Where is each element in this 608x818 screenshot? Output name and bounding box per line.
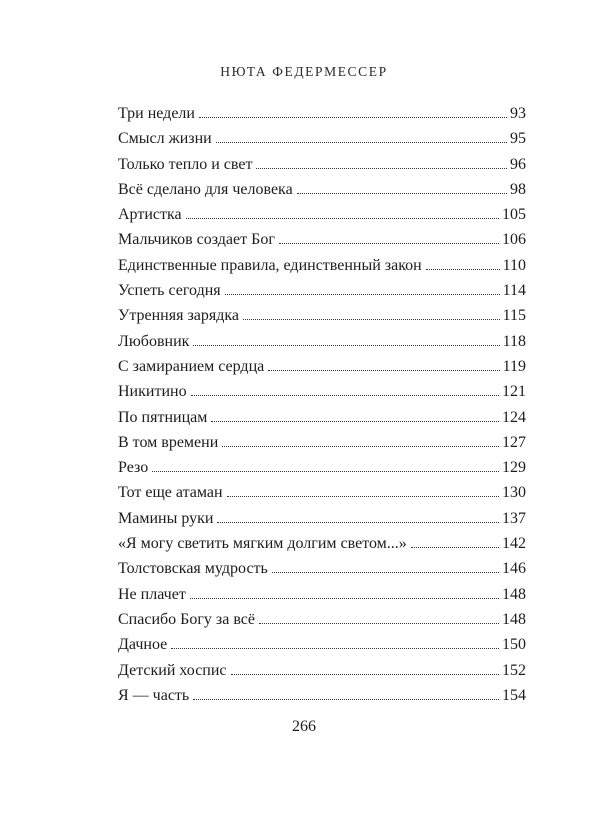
toc-entry-page: 95	[510, 130, 526, 148]
toc-entry-page: 105	[502, 206, 526, 224]
toc-entry	[118, 683, 526, 708]
dot-leader	[191, 395, 499, 396]
toc-entry-page: 130	[502, 484, 526, 502]
toc-entry	[118, 480, 526, 505]
toc-entry-title: Три недели	[118, 105, 195, 122]
toc-entry	[118, 506, 526, 531]
toc-entry	[118, 379, 526, 404]
toc-entry-page: 115	[502, 307, 526, 325]
dot-leader	[243, 319, 500, 320]
toc-entry-page: 121	[502, 383, 526, 401]
toc-entry-title: Любовник	[118, 332, 190, 350]
table-of-contents	[118, 101, 526, 708]
dot-leader	[222, 446, 499, 447]
toc-entry	[118, 405, 526, 430]
dot-leader	[272, 572, 499, 573]
dot-leader	[186, 218, 499, 219]
toc-entry-title: Толстовская мудрость	[118, 560, 268, 578]
dot-leader	[193, 699, 499, 700]
dot-leader	[171, 648, 499, 649]
toc-entry-title: Детский хоспис	[118, 661, 227, 679]
toc-entry	[118, 329, 526, 354]
running-head-author: НЮТА ФЕДЕРМЕССЕР	[220, 64, 388, 79]
toc-entry-page: 148	[502, 585, 526, 603]
toc-entry	[118, 607, 526, 632]
toc-entry-page: 148	[502, 610, 526, 628]
toc-entry-page: 154	[502, 686, 526, 704]
toc-entry-page: 110	[502, 256, 526, 274]
toc-entry-page: 96	[510, 155, 526, 173]
dot-leader	[297, 193, 507, 194]
toc-entry-page: 93	[510, 105, 526, 122]
toc-entry-page: 142	[502, 535, 526, 553]
dot-leader	[227, 496, 499, 497]
toc-entry	[118, 303, 526, 328]
toc-entry-page: 114	[502, 282, 526, 300]
toc-entry-page: 119	[502, 357, 526, 375]
toc-entry-title: В том времени	[118, 433, 219, 451]
toc-entry-title: Никитино	[118, 383, 187, 401]
toc-entry-page: 118	[502, 332, 526, 350]
toc-entry	[118, 101, 526, 126]
toc-entry	[118, 227, 526, 252]
toc-entry	[118, 531, 526, 556]
dot-leader	[259, 623, 499, 624]
dot-leader	[211, 421, 499, 422]
toc-entry-title: С замиранием сердца	[118, 357, 265, 375]
toc-entry-page: 146	[502, 560, 526, 578]
dot-leader	[216, 142, 507, 143]
dot-leader	[225, 294, 500, 295]
toc-entry-title: «Я могу светить мягким долгим светом...»	[118, 535, 407, 553]
dot-leader	[199, 117, 507, 118]
toc-entry-title: Тот еще атаман	[118, 484, 223, 502]
toc-entry	[118, 632, 526, 657]
dot-leader	[426, 269, 500, 270]
toc-entry	[118, 278, 526, 303]
dot-leader	[411, 547, 499, 548]
toc-entry	[118, 556, 526, 581]
toc-entry-title: Резо	[118, 459, 149, 477]
toc-entry	[118, 455, 526, 480]
toc-entry-title: Спасибо Богу за всё	[118, 610, 255, 628]
dot-leader	[231, 674, 499, 675]
toc-entry-title: Артистка	[118, 206, 182, 224]
page-number: 266	[292, 718, 316, 735]
toc-entry	[118, 202, 526, 227]
toc-entry	[118, 354, 526, 379]
toc-entry	[118, 430, 526, 455]
toc-entry-title: По пятницам	[118, 408, 208, 426]
toc-entry	[118, 177, 526, 202]
dot-leader	[217, 522, 499, 523]
dot-leader	[279, 243, 499, 244]
toc-entry-title: Мамины руки	[118, 509, 214, 527]
toc-entry-title: Всё сделано для человека	[118, 180, 293, 198]
toc-entry-page: 127	[502, 433, 526, 451]
toc-entry	[118, 658, 526, 683]
dot-leader	[190, 598, 499, 599]
dot-leader	[193, 345, 499, 346]
toc-entry-page: 124	[502, 408, 526, 426]
toc-entry-page: 150	[502, 636, 526, 654]
toc-entry-title: Успеть сегодня	[118, 282, 221, 300]
dot-leader	[152, 471, 499, 472]
toc-entry-title: Дачное	[118, 636, 168, 654]
toc-entry-title: Не плачет	[118, 585, 186, 603]
toc-entry-page: 98	[510, 180, 526, 198]
toc-entry	[118, 152, 526, 177]
toc-entry-title: Смысл жизни	[118, 130, 212, 148]
toc-entry-title: Единственные правила, единственный закон	[118, 256, 422, 274]
toc-entry-page: 152	[502, 661, 526, 679]
toc-entry	[118, 126, 526, 151]
dot-leader	[256, 168, 507, 169]
toc-entry-title: Мальчиков создает Бог	[118, 231, 275, 249]
toc-entry-page: 137	[502, 509, 526, 527]
toc-entry-page: 129	[502, 459, 526, 477]
toc-entry-page: 106	[502, 231, 526, 249]
toc-entry	[118, 582, 526, 607]
toc-entry-title: Только тепло и свет	[118, 155, 253, 173]
dot-leader	[268, 370, 499, 371]
toc-entry	[118, 253, 526, 278]
toc-entry-title: Утренняя зарядка	[118, 307, 240, 325]
toc-entry-title: Я — часть	[118, 686, 190, 704]
